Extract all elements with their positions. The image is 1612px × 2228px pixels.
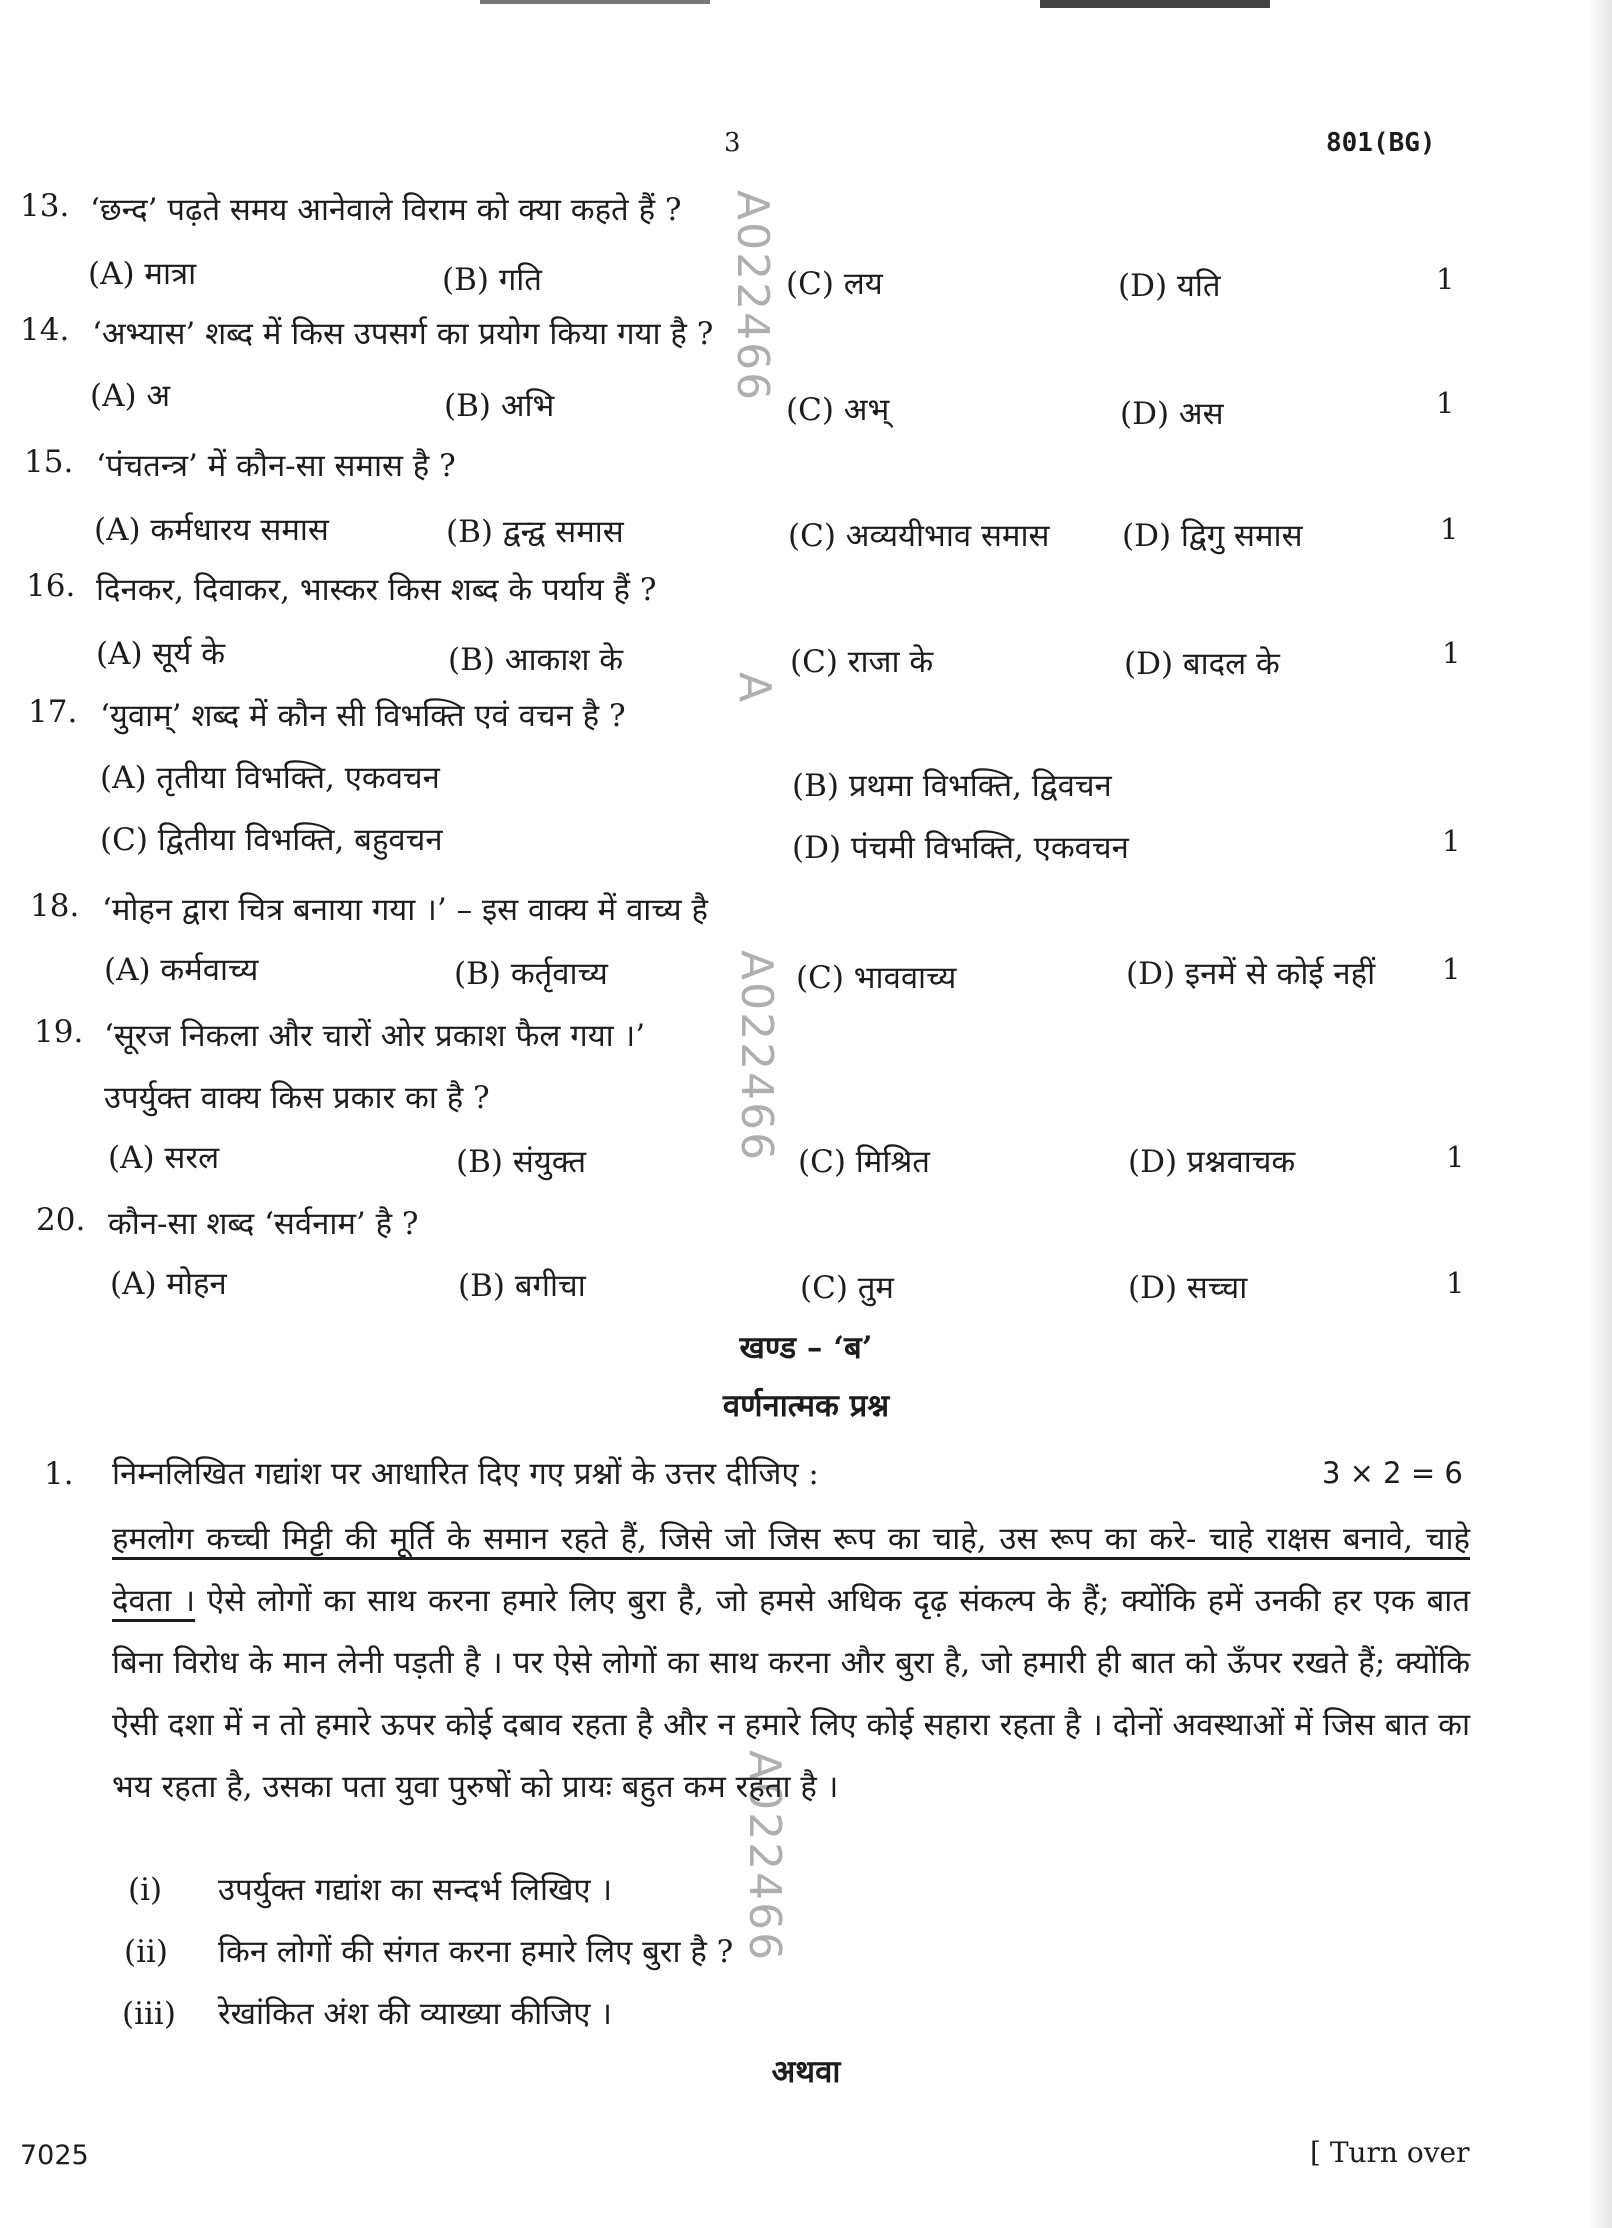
option-c: (C) राजा के: [790, 644, 934, 680]
subquestion-text: किन लोगों की संगत करना हमारे लिए बुरा है ?: [218, 1934, 734, 1970]
option-a: (A) मात्रा: [88, 256, 197, 292]
question-text: ‘सूरज निकला और चारों ओर प्रकाश फैल गया ।’: [104, 1018, 646, 1054]
option-b: (B) गति: [442, 262, 542, 298]
question-instruction: निम्नलिखित गद्यांश पर आधारित दिए गए प्रश्नों के उत्तर दीजिए :: [112, 1456, 819, 1492]
watermark-stamp: A022466: [727, 190, 778, 403]
option-a: (A) सरल: [108, 1140, 220, 1176]
option-d: (D) पंचमी विभक्ति, एकवचन: [792, 830, 1129, 866]
option-d: (D) सच्चा: [1128, 1270, 1248, 1306]
option-b: (B) बगीचा: [458, 1268, 586, 1304]
option-c: (C) अभ्: [786, 392, 890, 428]
section-subtitle: वर्णनात्मक प्रश्न: [722, 1388, 890, 1424]
question-number: 19.: [34, 1014, 84, 1050]
subquestion-label: (iii): [122, 1996, 176, 2032]
question-text-line2: उपर्युक्त वाक्य किस प्रकार का है ?: [104, 1080, 490, 1116]
option-b: (B) अभि: [444, 388, 555, 424]
option-c: (C) मिश्रित: [798, 1144, 930, 1180]
option-a: (A) अ: [90, 378, 171, 414]
question-number: 17.: [28, 694, 78, 730]
option-c: (C) तुम: [800, 1270, 894, 1306]
section-title: खण्ड – ‘ब’: [739, 1330, 873, 1366]
question-number: 15.: [24, 444, 74, 480]
option-c: (C) लय: [786, 266, 883, 302]
question-marks: 1: [1436, 386, 1455, 420]
passage: [112, 1508, 1470, 1818]
question-number: 13.: [20, 188, 70, 224]
option-d: (D) अस: [1120, 396, 1224, 432]
option-b: (B) आकाश के: [448, 642, 624, 678]
subquestion-label: (ii): [124, 1934, 169, 1970]
question-marks: 1: [1436, 262, 1455, 296]
watermark-stamp: A022466: [739, 1750, 790, 1963]
question-marks: 1: [1442, 952, 1461, 986]
option-a: (A) तृतीया विभक्ति, एकवचन: [100, 760, 440, 796]
question-text: ‘युवाम्’ शब्द में कौन सी विभक्ति एवं वचन है ?: [100, 698, 626, 734]
question-text: ‘मोहन द्वारा चित्र बनाया गया ।’ – इस वाक्य में वाच्य है: [102, 892, 708, 928]
passage-underlined: हमलोग कच्ची मिट्टी की मूर्ति के समान रहते हैं, जिसे जो जिस रूप का चाहे, उस रूप का करे- चाहे राक्षस बनावे, चाहे देवता ।: [112, 1521, 1470, 1619]
option-d: (D) द्विगु समास: [1122, 518, 1303, 554]
option-a: (A) मोहन: [110, 1266, 227, 1302]
question-marks: 1: [1446, 1266, 1465, 1300]
scan-artifact: [1040, 0, 1270, 8]
question-marks: 3 × 2 = 6: [1322, 1456, 1463, 1490]
question-marks: 1: [1442, 636, 1461, 670]
option-c: (C) भाववाच्य: [796, 960, 957, 996]
subquestion-text: रेखांकित अंश की व्याख्या कीजिए ।: [218, 1996, 612, 2032]
question-text: ‘छन्द’ पढ़ते समय आनेवाले विराम को क्या कहते हैं ?: [90, 192, 682, 228]
question-marks: 1: [1442, 824, 1461, 858]
option-d: (D) इनमें से कोई नहीं: [1126, 956, 1376, 992]
question-text: दिनकर, दिवाकर, भास्कर किस शब्द के पर्याय हैं ?: [96, 572, 657, 608]
option-a: (A) सूर्य के: [96, 636, 226, 672]
option-b: (B) संयुक्त: [456, 1144, 587, 1180]
page-number: 3: [724, 128, 741, 158]
question-text: कौन-सा शब्द ‘सर्वनाम’ है ?: [108, 1206, 419, 1242]
passage-text: ऐसे लोगों का साथ करना हमारे लिए बुरा है, जो हमसे अधिक दृढ़ संकल्प के हैं; क्योंकि हमें उनकी हर एक बात बिना विरोध के मान लेनी पड़ती है । पर ऐसे लोगों का साथ करना और बुरा है, जो हमारी ही बात को ऊँपर रखते हैं; क्योंकि ऐसी दशा में न तो हमारे ऊपर कोई दबाव रहता है और न हमारे लिए कोई सहारा रहता है । दोनों अवस्थाओं में जिस बात का भय रहता है, उसका पता युवा पुरुषों को प्रायः बहुत कम रहता है ।: [112, 1583, 1470, 1805]
option-c: (C) अव्ययीभाव समास: [788, 518, 1050, 554]
subquestion-label: (i): [128, 1872, 163, 1908]
paper-code: 801(BG): [1326, 128, 1436, 158]
turn-over: [ Turn over: [1310, 2136, 1470, 2169]
question-marks: 1: [1446, 1140, 1465, 1174]
footer-code: 7025: [20, 2140, 89, 2171]
option-b: (B) प्रथमा विभक्ति, द्विवचन: [792, 768, 1112, 804]
option-b: (B) द्वन्द्व समास: [446, 514, 624, 550]
question-number: 18.: [30, 888, 80, 924]
or-label: अथवा: [771, 2054, 841, 2090]
option-a: (A) कर्मवाच्य: [104, 952, 259, 988]
question-text: ‘अभ्यास’ शब्द में किस उपसर्ग का प्रयोग किया गया है ?: [92, 316, 714, 352]
watermark-stamp: A022466: [731, 950, 782, 1163]
scan-edge: [1588, 0, 1612, 2228]
option-a: (A) कर्मधारय समास: [94, 512, 329, 548]
scan-artifact: [480, 0, 710, 4]
question-number: 14.: [20, 312, 70, 348]
question-number: 1.: [44, 1456, 74, 1492]
option-b: (B) कर्तृवाच्य: [454, 956, 608, 992]
question-number: 16.: [26, 568, 76, 604]
question-marks: 1: [1440, 512, 1459, 546]
option-d: (D) प्रश्नवाचक: [1128, 1144, 1296, 1180]
question-text: ‘पंचतन्त्र’ में कौन-सा समास है ?: [96, 448, 456, 484]
option-d: (D) बादल के: [1124, 646, 1280, 682]
watermark-stamp: A: [729, 672, 780, 705]
question-number: 20.: [36, 1202, 86, 1238]
subquestion-text: उपर्युक्त गद्यांश का सन्दर्भ लिखिए ।: [218, 1872, 613, 1908]
option-c: (C) द्वितीया विभक्ति, बहुवचन: [100, 822, 443, 858]
option-d: (D) यति: [1118, 268, 1221, 304]
